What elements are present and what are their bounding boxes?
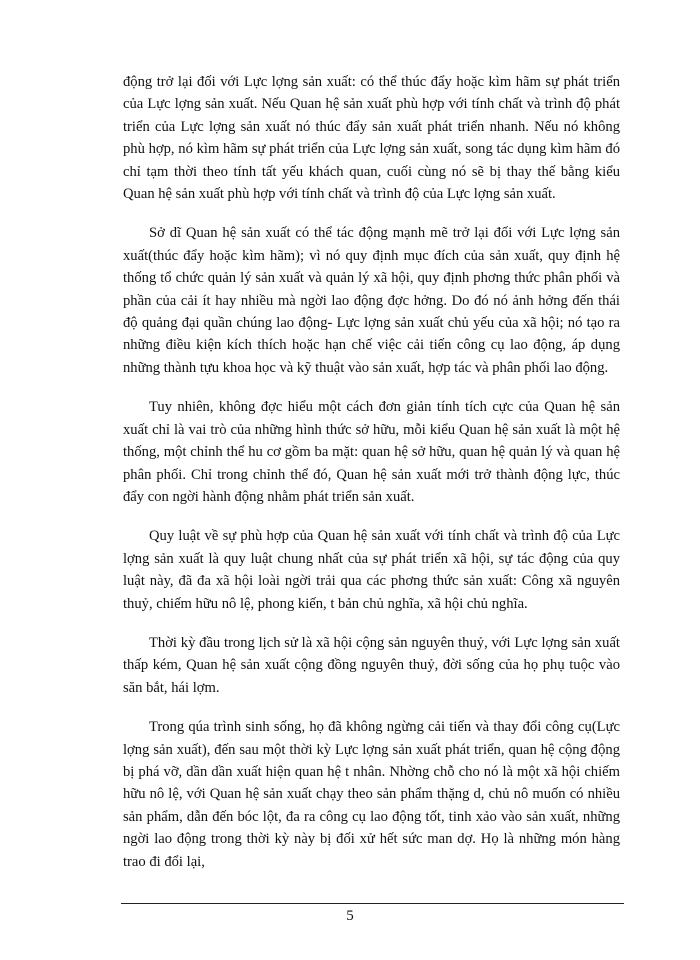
paragraph-1: động trở lại đối với Lực lợng sản xuất: có thể thúc đẩy hoặc kìm hãm sự phát triển của Lực lợng sản xuất. Nếu Quan hệ sản xuất phù hợp với tính chất và trình độ phát triển của Lực lợng sản xuất nó thúc đẩy sản xuất phát triển nhanh. Nếu nó không phù hợp, nó kìm hãm sự phát triển của Lực lợng sản xuất, song tác dụng kìm hãm đó chỉ tạm thời theo tính tất yếu khách quan, cuối cùng nó sẽ bị thay thế bằng kiểu Quan hệ sản xuất phù hợp với tính chất và trình độ của Lực lợng sản xuất. <box>123 74 620 203</box>
page-number: 5 <box>346 908 354 924</box>
paragraph-2: Sở dĩ Quan hệ sản xuất có thể tác động mạnh mẽ trở lại đối với Lực lợng sản xuất(thúc đẩy hoặc kìm hãm); vì nó quy định mục đích của sản xuất, quy định hệ thống tổ chức quản lý sản xuất và quản lý xã hội, quy định phơng thức phân phối và phần của cải ít hay nhiều mà ngời lao động đợc hởng. Do đó nó ảnh hởng đến thái độ quảng đại quần chúng lao động- Lực lợng sản xuất chủ yếu của xã hội; nó tạo ra những điều kiện kích thích hoặc hạn chế việc cải tiến công cụ lao động, áp dụng những thành tựu khoa học và kỹ thuật vào sản xuất, hợp tác và phân phối lao động. <box>123 225 620 376</box>
paragraph-4: Quy luật về sự phù hợp của Quan hệ sản xuất với tính chất và trình độ của Lực lợng sản xuất là quy luật chung nhất của sự phát triển xã hội, sự tác động của quy luật này, đã đa xã hội loài ngời trải qua các phơng thức sản xuất: Công xã nguyên thuỷ, chiếm hữu nô lệ, phong kiến, t bản chủ nghĩa, xã hội chủ nghĩa. <box>123 528 620 612</box>
footer-divider <box>121 903 624 904</box>
body-text <box>123 71 620 890</box>
paragraph-6: Trong qúa trình sinh sống, họ đã không ngừng cải tiến và thay đổi công cụ(Lực lợng sản xuất), đến sau một thời kỳ Lực lợng sản xuất phát triển, quan hệ cộng động bị phá vỡ, dần dần xuất hiện quan hệ t nhân. Nhờng chỗ cho nó là một xã hội chiếm hữu nô lệ, với Quan hệ sản xuất chạy theo sản phẩm thặng d, chủ nô muốn có nhiều sản phẩm, dẫn đến bóc lột, đa ra công cụ lao động tốt, tinh xảo vào sản xuất, những ngời lao động trong thời kỳ này bị đối xử hết sức man dợ. Họ là những món hàng trao đi đổi lại, <box>123 719 620 870</box>
paragraph-3: Tuy nhiên, không đợc hiểu một cách đơn giản tính tích cực của Quan hệ sản xuất chỉ là vai trò của những hình thức sở hữu, mỗi kiểu Quan hệ sản xuất là một hệ thống, một chỉnh thể hu cơ gồm ba mặt: quan hệ sở hữu, quan hệ quản lý và quan hệ phân phối. Chỉ trong chỉnh thể đó, Quan hệ sản xuất mới trở thành động lực, thúc đẩy con ngời hành động nhằm phát triển sản xuất. <box>123 399 620 505</box>
paragraph-5: Thời kỳ đầu trong lịch sử là xã hội cộng sản nguyên thuỷ, với Lực lợng sản xuất thấp kém, Quan hệ sản xuất cộng đồng nguyên thuỷ, đời sống của họ phụ tuộc vào săn bắt, hái lợm. <box>123 634 620 696</box>
